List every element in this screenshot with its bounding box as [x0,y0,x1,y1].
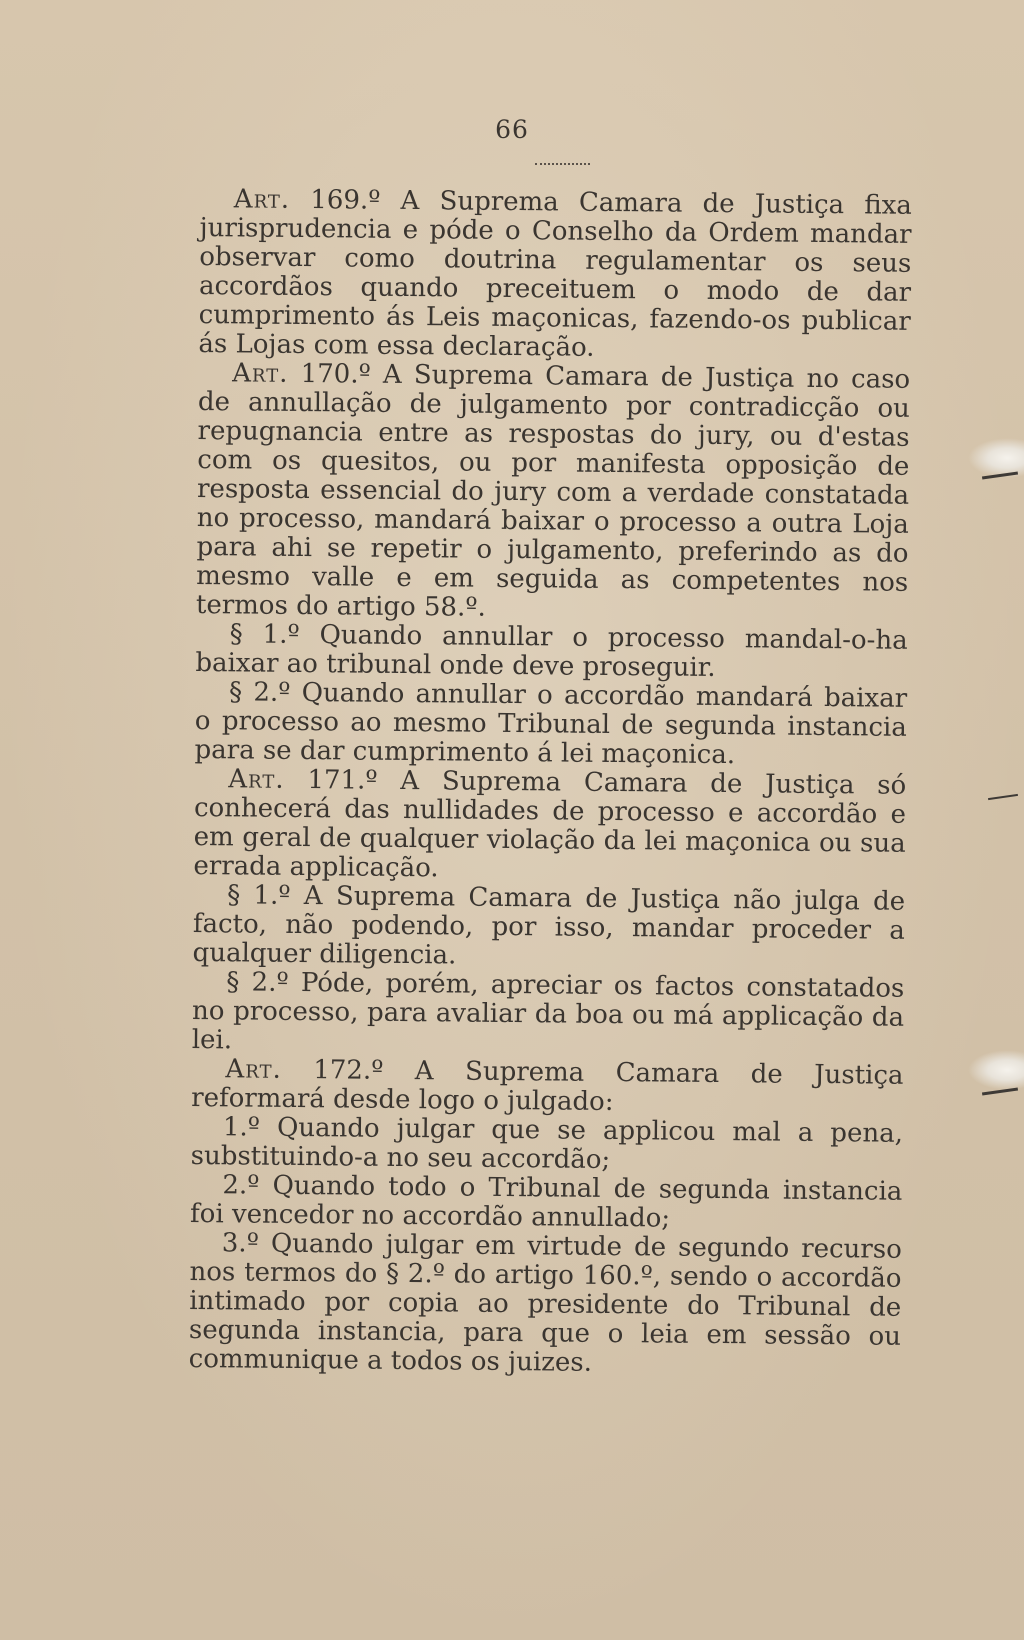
article-172-item-3 [189,1229,902,1381]
article-170-section-2 [194,678,907,772]
section-text: § 2.º Póde, porém, apreciar os factos constatados no processo, para avaliar da boa ou má applicação da lei. [191,967,905,1056]
article-label: Art. [233,184,291,215]
header-rule [535,163,590,165]
article-172-item-1 [191,1113,904,1178]
list-item-text: 1.º Quando julgar que se applicou mal a pena, substituindo-a no seu accordão; [190,1112,904,1175]
article-171-section-1 [192,881,905,975]
list-item-text: 2.º Quando todo o Tribunal de segunda instancia foi vencedor no accordão annullado; [189,1170,903,1234]
article-text: 172.º A Suprema Camara de Justiça reformará desde logo o julgado: [191,1054,904,1118]
section-text: § 1.º A Suprema Camara de Justiça não julga de facto, não podendo, por isso, mandar proceder a qualquer diligencia. [192,880,906,971]
section-text: § 1.º Quando annullar o processo mandal-o-ha baixar ao tribunal onde deve proseguir. [195,619,908,683]
article-172 [191,1055,904,1120]
section-text: § 2.º Quando annullar o accordão mandará baixar o processo ao mesmo Tribunal de segunda instancia para se dar cumprimento á lei maçonica. [194,677,908,771]
article-text: 171.º A Suprema Camara de Justiça só conhecerá das nullidades de processo e accordão e em geral de qualquer violação da lei maçonica ou sua errada applicação. [193,764,907,884]
article-170 [196,359,910,627]
page-number: 66 [495,115,529,144]
binding-thread-mark [988,794,1018,800]
article-171 [193,765,906,888]
article-169 [198,185,912,366]
binding-hole-mark [968,1050,1024,1090]
article-172-item-2 [190,1171,903,1236]
article-label: Art. [228,764,285,795]
article-text: 169.º A Suprema Camara de Justiça fixa jurisprudencia e póde o Conselho da Ordem mandar observar como doutrina regulamentar os seus accordãos quando preceituem o modo de dar cumprimento ás Leis maçonicas, fazendo-os publicar ás Lojas com essa declaração. [198,184,912,363]
article-label: Art. [225,1054,282,1085]
article-171-section-2 [192,968,905,1062]
body-text [189,185,912,1381]
article-text: 170.º A Suprema Camara de Justiça no caso de annullação de julgamento por contradicção ou repugnancia entre as respostas do jury, ou d'estas com os quesitos, ou por manifesta opposição de resposta essencial do jury com a verdade constatada no processo, mandará baixar o processo a outra Loja para ahi se repetir o julgamento, preferindo as do mesmo valle e em seguida as competentes nos termos do artigo 58.º. [195,358,911,623]
article-170-section-1 [195,620,908,685]
article-label: Art. [232,358,289,389]
list-item-text: 3.º Quando julgar em virtude de segundo recurso nos termos do § 2.º do artigo 160.º, sendo o accordão intimado por copia ao presidente do Tribunal de segunda instancia, para que o leia em sessão ou communique a todos os juizes. [188,1228,902,1378]
